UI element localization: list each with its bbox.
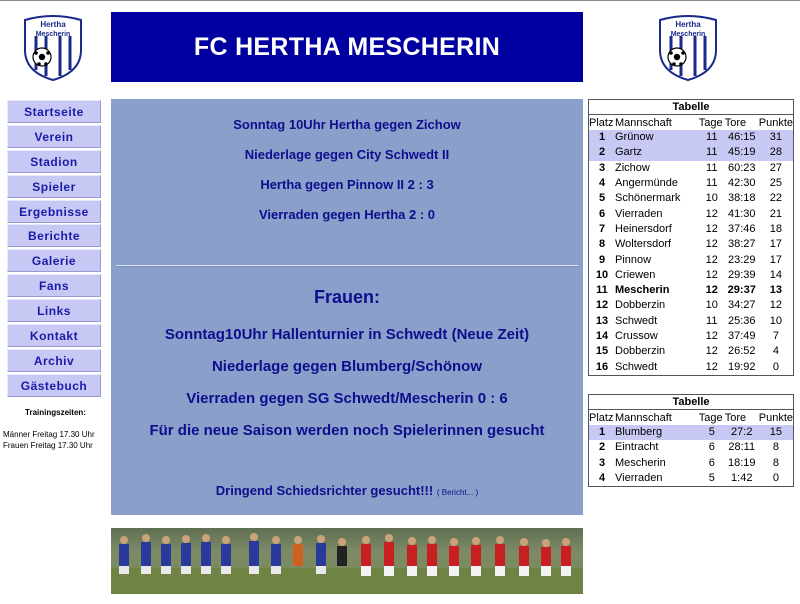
cell-pos: 1 [598, 131, 606, 144]
site-header [111, 12, 583, 82]
table-row [589, 440, 793, 455]
cell-pos: 3 [598, 456, 606, 469]
club-logo-right [657, 14, 719, 82]
standings-table [589, 410, 793, 486]
cell-team: Grünow [615, 131, 654, 144]
nav-item-berichte[interactable]: Berichte [7, 224, 101, 247]
table-title: Tabelle [589, 100, 793, 115]
cell-pos: 16 [595, 360, 609, 373]
cell-pts: 14 [769, 268, 782, 281]
table-row [589, 425, 793, 440]
cell-games: 12 [705, 330, 718, 342]
nav-item-ergebnisse[interactable]: Ergebnisse [7, 200, 101, 223]
table-row [589, 206, 793, 221]
cell-goals: 37:49 [727, 330, 756, 342]
news-item: Vierraden gegen Hertha 2 : 0 [258, 207, 436, 222]
cell-pts: 10 [769, 314, 782, 327]
referee-text: Dringend Schiedsrichter gesucht!!! [215, 483, 434, 498]
cell-pts: 4 [772, 345, 779, 358]
table-row [589, 130, 793, 145]
cell-games: 11 [706, 131, 718, 144]
cell-goals: 42:30 [727, 177, 756, 190]
cell-pts: 8 [772, 441, 779, 454]
col-header: Tore [724, 411, 747, 424]
nav-item-galerie[interactable]: Galerie [7, 249, 101, 272]
cell-games: 12 [705, 360, 718, 373]
table-row [589, 145, 793, 160]
cell-pos: 1 [598, 426, 606, 439]
col-header: Tage [698, 116, 723, 129]
cell-goals: 38:18 [727, 192, 756, 205]
cell-pts: 22 [769, 192, 782, 205]
svg-text:Hertha: Hertha [675, 20, 701, 29]
cell-games: 12 [705, 345, 718, 358]
women-heading: Frauen: [313, 287, 380, 307]
cell-games: 12 [705, 222, 718, 235]
cell-team: Gartz [615, 146, 642, 159]
cell-team: Zichow [615, 161, 650, 174]
table-row [589, 359, 793, 374]
cell-goals: 29:37 [727, 284, 756, 297]
nav-item-kontakt[interactable]: Kontakt [7, 324, 101, 347]
table-row [589, 176, 793, 191]
cell-goals: 1:42 [731, 472, 753, 485]
cell-games: 11 [706, 177, 718, 190]
cell-pos: 10 [595, 268, 609, 281]
cell-games: 11 [706, 146, 718, 159]
cell-team: Eintracht [615, 441, 659, 454]
cell-games: 6 [708, 456, 715, 469]
team-photo [111, 528, 583, 594]
cell-pts: 18 [769, 222, 782, 235]
cell-games: 12 [705, 284, 718, 297]
table-row [589, 161, 793, 176]
cell-goals: 60:23 [727, 161, 756, 174]
cell-pts: 0 [772, 472, 779, 485]
cell-pos: 4 [598, 177, 606, 190]
league-table-men [588, 99, 794, 376]
nav-item-gaestebuch[interactable]: Gästebuch [7, 374, 101, 397]
cell-goals: 45:19 [727, 146, 756, 159]
col-header: Platz [589, 411, 614, 424]
cell-pos: 15 [595, 345, 609, 358]
cell-pos: 7 [598, 222, 606, 235]
svg-text:Mescherin: Mescherin [35, 31, 71, 38]
table-row [589, 237, 793, 252]
news-item: Sonntag10Uhr Hallenturnier in Schwedt (Neue Zeit) [164, 326, 530, 343]
section-divider [116, 265, 578, 267]
cell-team: Vierraden [615, 207, 663, 220]
cell-team: Vierraden [615, 472, 663, 485]
table-row [589, 471, 793, 486]
training-row-women: Frauen Freitag 17.30 Uhr [3, 441, 93, 450]
table-row [589, 252, 793, 267]
cell-goals: 25:36 [727, 314, 756, 327]
cell-pos: 11 [596, 284, 608, 297]
cell-team: Dobberzin [615, 299, 666, 312]
cell-pts: 27 [769, 161, 782, 174]
cell-goals: 27:2 [731, 426, 753, 439]
cell-team: Schönermark [615, 192, 681, 205]
table-row [589, 268, 793, 283]
nav-item-fans[interactable]: Fans [7, 274, 101, 297]
table-row [589, 344, 793, 359]
cell-goals: 18:19 [727, 456, 756, 469]
cell-games: 11 [706, 314, 718, 327]
cell-goals: 26:52 [727, 345, 756, 358]
col-header: Platz [589, 116, 614, 129]
cell-goals: 37:46 [727, 222, 756, 235]
cell-pos: 2 [598, 146, 606, 159]
cell-goals: 41:30 [727, 207, 756, 220]
cell-pos: 4 [598, 472, 606, 485]
news-item: Hertha gegen Pinnow II 2 : 3 [260, 177, 434, 192]
col-header: Punkte [758, 411, 793, 424]
cell-pos: 6 [598, 207, 606, 220]
svg-text:Hertha: Hertha [40, 20, 66, 29]
cell-team: Blumberg [615, 426, 663, 439]
cell-games: 5 [708, 472, 715, 485]
cell-goals: 38:27 [727, 238, 756, 251]
cell-games: 10 [705, 192, 718, 205]
cell-team: Angermünde [615, 177, 678, 190]
site-title: FC HERTHA MESCHERIN [193, 32, 501, 61]
training-times [3, 408, 108, 451]
cell-pts: 17 [769, 238, 782, 251]
cell-goals: 46:15 [727, 131, 756, 144]
cell-games: 12 [705, 238, 718, 251]
col-header: Punkte [758, 116, 793, 129]
nav-item-links[interactable]: Links [7, 299, 101, 322]
cell-pts: 21 [769, 207, 782, 220]
club-logo-left [22, 14, 84, 82]
cell-pts: 31 [769, 131, 782, 144]
cell-goals: 23:29 [727, 253, 756, 266]
table-row [589, 456, 793, 471]
table-row [589, 329, 793, 344]
col-header: Mannschaft [615, 411, 672, 424]
cell-games: 10 [705, 299, 718, 312]
cell-pos: 9 [598, 253, 606, 266]
cell-pos: 13 [595, 314, 609, 327]
standings-table [589, 115, 793, 375]
cell-team: Woltersdorf [615, 238, 672, 251]
cell-pts: 7 [772, 330, 779, 342]
nav-item-stadion[interactable]: Stadion [7, 150, 101, 173]
cell-team: Pinnow [615, 253, 652, 266]
cell-games: 12 [705, 253, 718, 266]
cell-pos: 12 [595, 299, 609, 312]
nav-item-verein[interactable]: Verein [7, 125, 101, 148]
cell-team: Criewen [615, 268, 656, 281]
nav-item-startseite[interactable]: Startseite [7, 100, 101, 123]
cell-pos: 2 [598, 441, 606, 454]
cell-team: Mescherin [615, 284, 670, 297]
table-title: Tabelle [589, 395, 793, 410]
cell-pts: 15 [769, 426, 782, 439]
cell-pos: 8 [598, 238, 606, 251]
table-row [589, 283, 793, 298]
cell-team: Schwedt [615, 360, 658, 373]
cell-pts: 0 [772, 360, 779, 373]
news-item: Niederlage gegen City Schwedt II [244, 147, 450, 162]
cell-pts: 13 [769, 284, 782, 297]
table-row [589, 314, 793, 329]
cell-team: Heinersdorf [615, 222, 672, 235]
main-nav [7, 100, 101, 399]
cell-team: Crussow [615, 330, 658, 342]
col-header: Tage [698, 411, 723, 424]
cell-games: 6 [708, 441, 715, 454]
cell-games: 12 [705, 207, 718, 220]
training-row-men: Männer Freitag 17.30 Uhr [3, 430, 95, 439]
cell-pts: 17 [769, 253, 782, 266]
cell-pts: 28 [769, 146, 782, 159]
news-item: Sonntag 10Uhr Hertha gegen Zichow [233, 117, 461, 132]
report-link[interactable]: ( Bericht... ) [436, 488, 479, 497]
table-row [589, 191, 793, 206]
cell-games: 5 [708, 426, 715, 439]
cell-pos: 3 [598, 161, 606, 174]
nav-item-spieler[interactable]: Spieler [7, 175, 101, 198]
svg-text:Mescherin: Mescherin [670, 31, 706, 38]
news-panel [111, 99, 583, 515]
news-item: Für die neue Saison werden noch Spielerinnen gesucht [149, 422, 545, 439]
cell-pos: 14 [595, 330, 609, 342]
cell-games: 11 [706, 161, 718, 174]
nav-item-archiv[interactable]: Archiv [7, 349, 101, 372]
col-header: Tore [724, 116, 747, 129]
league-table-women [588, 394, 794, 487]
table-row [589, 298, 793, 313]
cell-goals: 28:11 [728, 441, 756, 454]
cell-pts: 25 [769, 177, 782, 190]
cell-team: Schwedt [615, 314, 658, 327]
news-item: Vierraden gegen SG Schwedt/Mescherin 0 : 6 [186, 390, 508, 407]
referee-notice [111, 483, 583, 498]
news-item: Niederlage gegen Blumberg/Schönow [211, 358, 483, 375]
cell-team: Mescherin [615, 456, 666, 469]
cell-games: 12 [705, 268, 718, 281]
cell-goals: 19:92 [727, 360, 756, 373]
col-header: Mannschaft [615, 116, 672, 129]
cell-team: Dobberzin [615, 345, 666, 358]
table-row [589, 222, 793, 237]
cell-goals: 34:27 [727, 299, 756, 312]
cell-pos: 5 [598, 192, 606, 205]
training-title: Trainingszeiten: [25, 408, 86, 417]
cell-pts: 8 [772, 456, 779, 469]
cell-pts: 12 [769, 299, 782, 312]
cell-goals: 29:39 [727, 268, 756, 281]
